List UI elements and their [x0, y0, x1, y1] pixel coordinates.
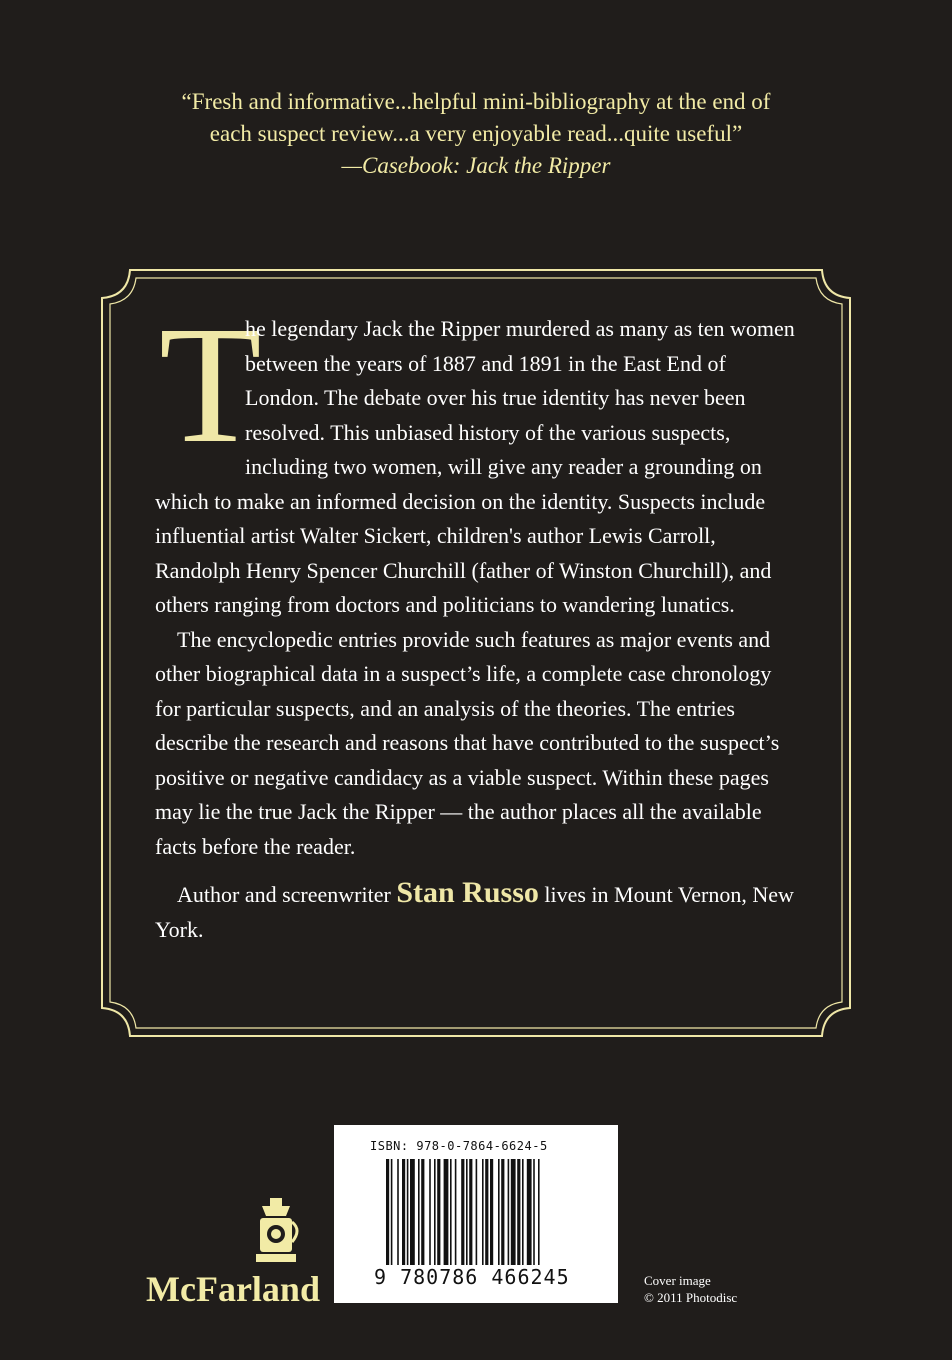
- barcode-bar: [437, 1159, 440, 1277]
- author-bio-start: Author and screenwriter: [177, 882, 397, 907]
- isbn-label: ISBN: 978-0-7864-6624-5: [370, 1139, 548, 1153]
- paragraph-2: The encyclopedic entries provide such features as major events and other biographical data in a suspect’s life, a complete case chronology for particular suspects, and an analysis of the theories. The entries describe the research and reasons that have contributed to the suspect’s positive or negative candidacy as a viable suspect. Within these pages may lie the true Jack the Ripper — the author places all the available facts before the reader.: [155, 626, 780, 859]
- barcode: [334, 1125, 618, 1303]
- credit-line-1: Cover image: [644, 1273, 711, 1288]
- quote-source: —Casebook: Jack the Ripper: [341, 153, 611, 178]
- barcode-bar: [444, 1159, 449, 1277]
- barcode-bar: [397, 1159, 399, 1277]
- barcode-bar: [386, 1159, 389, 1277]
- barcode-digits: 9 780786 466245: [374, 1265, 606, 1289]
- barcode-bar: [402, 1159, 405, 1277]
- barcode-bar: [482, 1159, 484, 1277]
- paragraph-1-text: he legendary Jack the Ripper murdered as many as ten women between the years of 1887 and 1891 in the East End of London. The debate over his true identity has never been resolved. This unbiased history of the various suspects, including two women, will give any reader a grounding on which to make an informed decision on the identity. Suspects include influential artist Walter Sickert, children's author Lewis Carroll, Randolph Henry Spencer Churchill (father of Winston Churchill), and others ranging from doctors and politicians to wandering lunatics.: [155, 316, 795, 617]
- barcode-bar: [410, 1159, 415, 1277]
- review-quote: [100, 86, 852, 182]
- barcode-bar: [391, 1159, 393, 1277]
- paragraph-1: [155, 292, 800, 623]
- barcode-bar: [469, 1159, 472, 1277]
- barcode-bar: [498, 1159, 500, 1277]
- barcode-bars: [386, 1159, 608, 1277]
- barcode-bar: [490, 1159, 493, 1277]
- author-bio: [155, 876, 800, 947]
- barcode-bar: [476, 1159, 478, 1277]
- cover-credit: [644, 1272, 737, 1306]
- author-name: Stan Russo: [396, 876, 539, 909]
- barcode-bar: [461, 1159, 464, 1277]
- lamp-icon: [248, 1196, 304, 1266]
- barcode-bar: [485, 1159, 488, 1277]
- barcode-bar: [466, 1159, 468, 1277]
- barcode-bar: [533, 1159, 535, 1277]
- barcode-bar: [508, 1159, 510, 1277]
- publisher-name: McFarland: [146, 1269, 320, 1309]
- barcode-bar: [450, 1159, 452, 1277]
- quote-line-1: “Fresh and informative...helpful mini-bibliography at the end of: [181, 89, 771, 114]
- barcode-bar: [434, 1159, 436, 1277]
- barcode-bar: [538, 1159, 540, 1277]
- credit-line-2: © 2011 Photodisc: [644, 1290, 738, 1305]
- barcode-bar: [527, 1159, 532, 1277]
- barcode-bar: [455, 1159, 457, 1277]
- drop-cap: T: [159, 292, 262, 478]
- barcode-bar: [517, 1159, 520, 1277]
- barcode-bar: [511, 1159, 516, 1277]
- quote-line-2: each suspect review...a very enjoyable read...quite useful”: [209, 121, 743, 146]
- barcode-bar: [501, 1159, 504, 1277]
- barcode-bar: [418, 1159, 420, 1277]
- barcode-bar: [407, 1159, 409, 1277]
- description: [155, 292, 800, 947]
- barcode-bar: [421, 1159, 424, 1277]
- author-bio-end: lives in Mount Vernon, New York.: [155, 882, 794, 942]
- barcode-bar: [429, 1159, 431, 1277]
- barcode-bar: [522, 1159, 524, 1277]
